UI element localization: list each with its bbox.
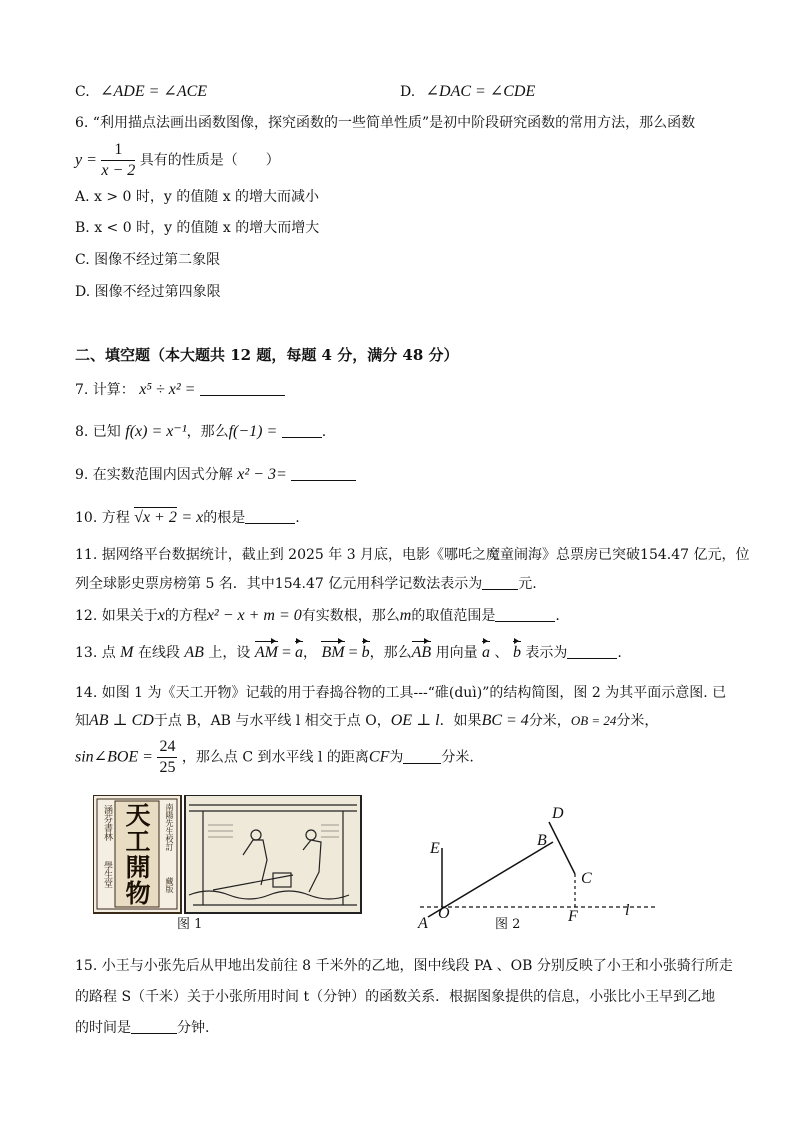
segment-label: AB <box>184 644 204 661</box>
q12-text-mid2: 有实数根，那么 <box>301 608 400 624</box>
q14-text: 分米. <box>441 749 474 766</box>
q10 <box>75 508 300 528</box>
q8-expression: f(x) = x⁻¹ <box>125 423 187 440</box>
q5-option-c <box>75 82 207 102</box>
separator: 、 <box>494 645 509 661</box>
q13-text: 13. 点 <box>75 645 116 661</box>
book-side-label-left-2: 學生堂 <box>102 861 112 888</box>
q14-line-3 <box>75 737 474 778</box>
figure-1 <box>93 795 363 915</box>
fraction <box>157 737 177 778</box>
answer-blank[interactable] <box>495 607 555 622</box>
q11-text: 列全球影史票房榜第 5 名．其中154.47 亿元用科学记数法表示为 <box>75 576 483 592</box>
q8-end: . <box>321 424 327 440</box>
vector-bm: BM <box>321 644 345 661</box>
q7-text: 7. 计算： <box>75 382 135 398</box>
vector-a: a <box>482 644 491 661</box>
q15-line-2: 的路程 S（千米）关于小张所用时间 t（分钟）的函数关系．根据图象提供的信息，小张比小王早到乙地 <box>75 989 716 1005</box>
section-heading: 二、填空题（本大题共 12 题，每题 4 分，满分 48 分） <box>75 346 459 364</box>
point-label-e: E <box>430 840 440 857</box>
q14-expression: OE ⊥ l <box>390 712 440 729</box>
q13-text-mid2: 上，设 <box>208 645 251 661</box>
answer-blank[interactable] <box>131 1019 177 1034</box>
variable: m <box>399 607 412 624</box>
point-label-f: F <box>568 908 578 925</box>
q15-text: 的时间是 <box>75 1020 131 1036</box>
book-seal: 藏版 <box>165 877 174 893</box>
vector-b: b <box>361 644 370 661</box>
q6-function <box>75 140 280 181</box>
q6-stem: 6. “利用描点法画出函数图像，探究函数的一些简单性质”是初中阶段研究函数的常用方法，那么函数 <box>75 115 696 131</box>
vector-ab: AB <box>411 644 432 661</box>
q15-text-end: 分钟. <box>177 1020 210 1036</box>
q14-line-2 <box>75 711 658 731</box>
q15-line-3 <box>75 1018 209 1038</box>
vector-am: AM <box>254 644 278 661</box>
q8-expression-2: f(−1) = <box>228 423 278 440</box>
q14-text: ，那么点 C 到水平线 l 的距离 <box>181 749 369 766</box>
q13-text-end: 表示为 <box>525 645 568 661</box>
q10-text-end: 的根是 <box>203 510 246 526</box>
q14-expression: OB = 24 <box>570 713 617 728</box>
q14-text: 为 <box>389 749 404 766</box>
fraction-numerator: 1 <box>101 140 135 161</box>
q7 <box>75 380 285 400</box>
q8 <box>75 422 326 442</box>
q10-tail: . <box>295 510 300 526</box>
fraction-denominator: x − 2 <box>101 162 136 179</box>
q9-text: 9. 在实数范围内因式分解 <box>75 467 233 483</box>
figure-1-caption: 图 1 <box>177 917 203 932</box>
q14-text: 分米， <box>616 713 659 729</box>
q13-text-mid: 在线段 <box>137 645 180 661</box>
q8-text-mid: ，那么 <box>186 424 229 440</box>
q13: 13. 点 M 在线段 AB 上，设 AM = a， BM = b，那么AB 用向量 a 、 b 表示为 . <box>75 644 622 661</box>
answer-blank[interactable] <box>200 381 285 396</box>
q12 <box>75 606 560 626</box>
option-label: C. <box>75 84 90 100</box>
q14-line-1: 14. 如图 1 为《天工开物》记载的用于舂捣谷物的工具---“碓(duì)”的结构简图，图 2 为其平面示意图. 已 <box>75 685 727 701</box>
segment-dc <box>549 822 575 874</box>
answer-blank[interactable] <box>291 466 356 481</box>
q12-text: 12. 如果关于 <box>75 608 158 624</box>
q12-text-end: 的取值范围是 <box>411 608 496 624</box>
q6-option-b: B. x < 0 时，y 的值随 x 的增大而增大 <box>75 220 320 236</box>
fraction <box>101 140 135 181</box>
q11-text-end: 元. <box>518 576 537 592</box>
q12-text-mid: 的方程 <box>164 608 207 624</box>
answer-blank[interactable] <box>245 509 295 524</box>
q8-text: 8. 已知 <box>75 424 121 440</box>
function-lhs: y = <box>75 151 97 169</box>
q13-tail: . <box>617 645 622 661</box>
q15-line-1: 15. 小王与小张先后从甲地出发前往 8 千米外的乙地，图中线段 PA 、OB 分别反映了小王和小张骑行所走 <box>75 958 733 974</box>
q14-text: 于点 B，AB 与水平线 l 相交于点 O， <box>153 713 391 729</box>
q6-option-a: A. x > 0 时，y 的值随 x 的增大而减小 <box>75 189 320 205</box>
q6-option-c: C. 图像不经过第二象限 <box>75 252 221 268</box>
option-expression: ∠DAC = ∠CDE <box>425 83 536 100</box>
q12-equation: x² − x + m = 0 <box>206 607 302 624</box>
q14-expression: AB ⊥ CD <box>89 712 154 729</box>
book-title: 天工開物 <box>125 801 151 908</box>
q10-text: 10. 方程 <box>75 510 130 526</box>
segment-label: CF <box>368 748 390 766</box>
fraction-denominator: 25 <box>159 759 176 776</box>
q11-line-2 <box>75 574 537 594</box>
q14-sine-expression: sin∠BOE = <box>75 748 153 766</box>
fraction-numerator: 24 <box>157 737 177 758</box>
q14-text: ．如果 <box>439 713 482 729</box>
q6-stem-end: 具有的性质是（ ） <box>139 152 280 169</box>
q13-text-mid3: ，那么 <box>369 645 412 661</box>
q14-text: 分米， <box>528 713 571 729</box>
q5-option-d <box>400 82 535 102</box>
answer-blank[interactable] <box>482 575 518 590</box>
point-label-d: D <box>552 805 564 822</box>
q10-equation-rhs: = x <box>181 509 204 526</box>
point-label: M <box>120 644 134 661</box>
illustration-panel <box>185 795 361 913</box>
answer-blank[interactable] <box>282 423 322 438</box>
figure-2 <box>400 800 670 940</box>
q6-option-d: D. 图像不经过第四象限 <box>75 284 221 300</box>
vector-a: a <box>295 644 303 661</box>
variable: x <box>157 607 165 624</box>
point-label-a: A <box>418 915 428 932</box>
q12-tail: . <box>555 608 560 624</box>
vector-b: b <box>512 644 521 661</box>
option-label: D. <box>400 84 416 100</box>
point-label-c: C <box>581 870 592 887</box>
q14-text: 知 <box>75 713 89 729</box>
book-side-label-right: 南陽先生校訂 <box>165 803 174 851</box>
answer-blank[interactable] <box>567 644 617 659</box>
book-side-label-left: 涵芬書林 <box>102 805 112 841</box>
point-label-b: B <box>537 832 547 849</box>
line-label-l: l <box>625 902 630 919</box>
q11-line-1: 11. 据网络平台数据统计，截止到 2025 年 3 月底，电影《哪吒之魔童闹海》总票房已突破154.47 亿元，位 <box>75 547 750 563</box>
option-expression: ∠ADE = ∠ACE <box>100 83 208 100</box>
q13-text-mid4: 用向量 <box>435 645 478 661</box>
q10-radical: √x + 2 <box>134 509 177 526</box>
q9 <box>75 465 356 485</box>
q14-expression: BC = 4 <box>481 712 529 729</box>
q7-expression: x⁵ ÷ x² = <box>139 381 196 398</box>
answer-blank[interactable] <box>403 749 441 764</box>
figure-2-caption: 图 2 <box>495 917 521 932</box>
point-label-o: O <box>438 905 450 922</box>
q9-expression: x² − 3= <box>237 466 287 483</box>
